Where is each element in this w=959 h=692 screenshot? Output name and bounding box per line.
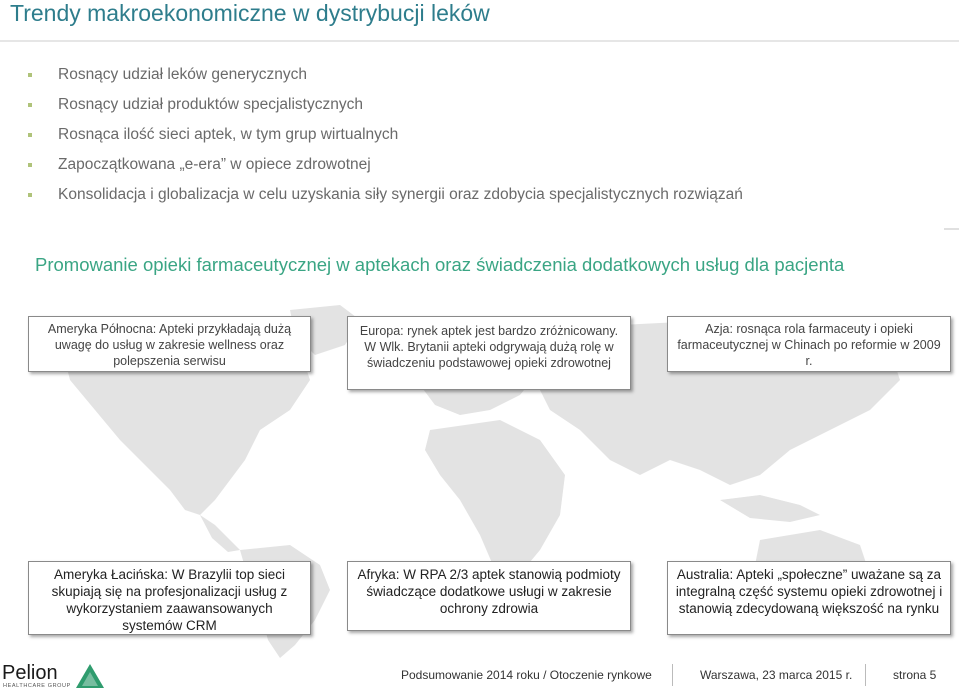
title-divider [0,40,959,42]
region-text: Europa: rynek aptek jest bardzo zróżnicowany. W Wlk. Brytanii apteki odgrywają dużą rolę w świadczeniu podstawowej opieki zdrowotnej [359,324,619,370]
region-text: Ameryka Łacińska: W Brazylii top sieci skupiają się na profesjonalizacji usług z wykorzystaniem zaawansowanych systemów CRM [51,567,288,633]
list-item-text: Rosnąca ilość sieci aptek, w tym grup wirtualnych [58,126,399,143]
list-item [28,120,743,150]
trend-list [28,60,743,210]
map-indonesia [720,495,820,522]
map-africa [425,420,565,580]
region-text: Azja: rosnąca rola farmaceuty i opieki farmaceutycznej w Chinach po reformie w 2009 r. [677,322,941,368]
list-item-text: Rosnący udział leków generycznych [58,66,307,83]
map-central-america [200,515,240,552]
bullet-square-icon [28,163,32,167]
list-item [28,60,743,90]
region-box-europe [347,316,631,390]
list-item [28,90,743,120]
footer-date: Warszawa, 23 marca 2015 r. [700,668,853,682]
logo-triangle-icon [76,664,104,688]
list-item [28,180,743,210]
decorative-rule [944,228,959,230]
page-number: strona 5 [893,668,937,682]
region-box-north-america [28,316,311,372]
list-item-text: Zapoczątkowana „e-era” w opiece zdrowotnej [58,156,371,173]
bullet-square-icon [28,133,32,137]
footer-summary: Podsumowanie 2014 roku / Otoczenie rynkowe [401,668,652,682]
region-box-asia [667,316,951,372]
pelion-logo [0,662,105,692]
logo-tagline: HEALTHCARE GROUP [3,683,71,689]
section-subtitle: Promowanie opieki farmaceutycznej w aptekach oraz świadczenia dodatkowych usług dla pacjenta [35,254,845,275]
list-item-text: Rosnący udział produktów specjalistycznych [58,96,363,113]
region-text: Ameryka Północna: Apteki przykładają dużą uwagę do usług w zakresie wellness oraz polepszenia serwisu [47,322,292,368]
bullet-square-icon [28,103,32,107]
list-item [28,150,743,180]
region-text: Afryka: W RPA 2/3 aptek stanowią podmioty świadczące dodatkowe usługi w zakresie ochrony zdrowia [357,567,621,616]
region-box-africa [347,561,631,631]
region-box-australia [667,561,951,635]
page-title: Trendy makroekonomiczne w dystrybucji leków [10,0,490,26]
logo-wordmark: Pelion [2,662,58,684]
list-item-text: Konsolidacja i globalizacja w celu uzyskania siły synergii oraz zdobycia specjalistycznych rozwiązań [58,186,743,203]
region-box-latin-america [28,561,311,635]
footer-separator [865,664,866,686]
bullet-square-icon [28,73,32,77]
footer-separator [672,664,673,686]
region-text: Australia: Apteki „społeczne” uważane są za integralną część systemu opieki zdrowotnej i stanowią zdecydowaną większość na rynku [675,567,943,616]
bullet-square-icon [28,193,32,197]
